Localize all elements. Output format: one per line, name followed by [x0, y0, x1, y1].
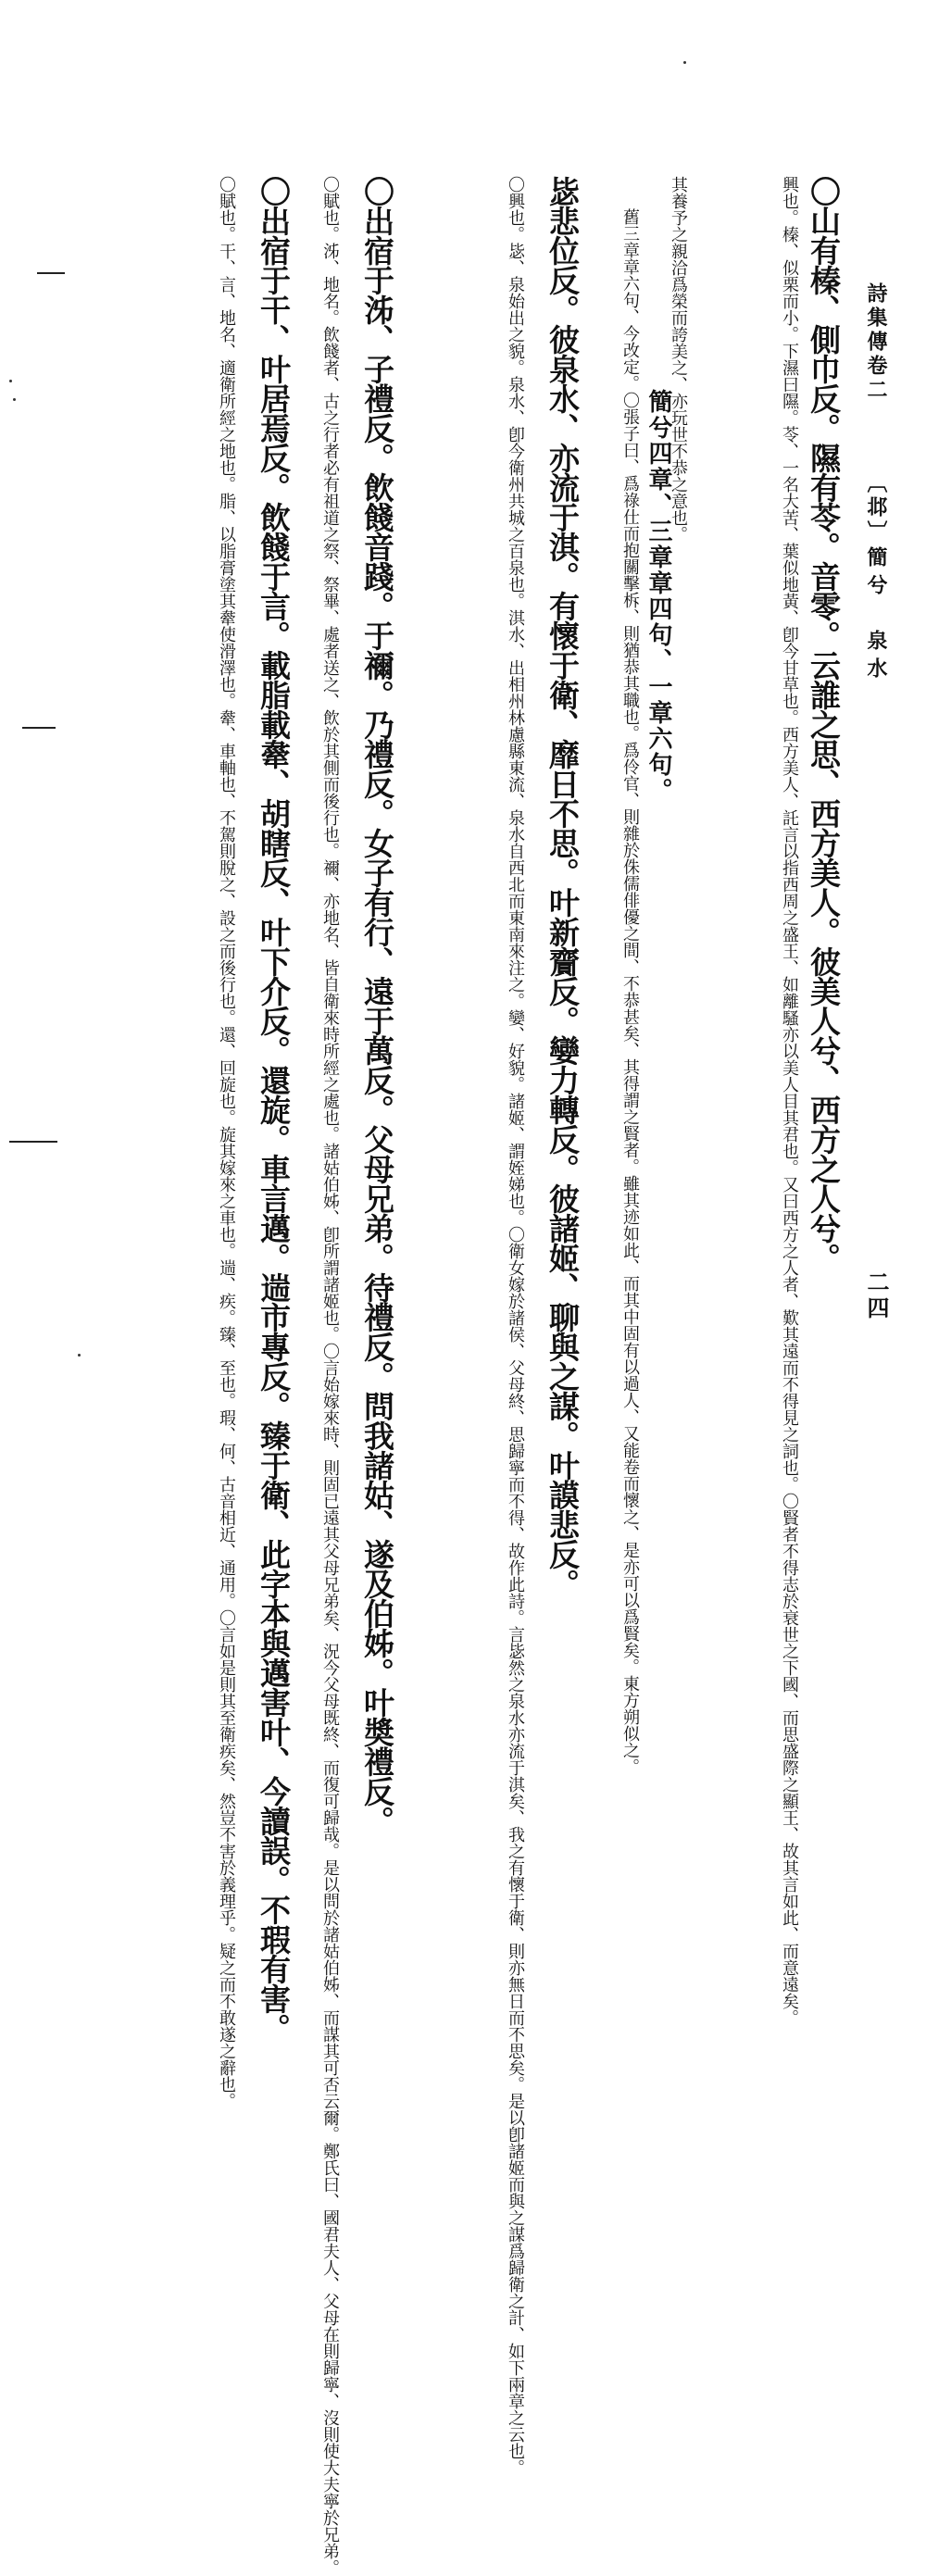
commentary-block: 舊三章章六句、今改定。〇張子曰、爲祿仕而抱關擊柝、則猶恭其職也。爲伶官、則雜於侏儒俳優之間、不恭甚矣、其得謂之賢者。雖其迹如此、而其中固有以過人、又能卷而懷之、是亦可以爲賢矣。東方朔似之。: [620, 208, 640, 1775]
verse-column: 〇出宿于泲、子禮反。飲餞音踐。于禰。乃禮反。女子有行、遠于萬反。父母兄弟。待禮反。問我諸姑、遂及伯姊。叶奬禮反。: [359, 176, 395, 1835]
scan-mark: [37, 272, 65, 274]
scan-mark: [9, 1141, 57, 1143]
scan-dot: [9, 380, 12, 382]
verse-column: 〇出宿于干、叶居焉反。飲餞于言。載脂載舝、胡瞎反、叶下介反。還旋。車言邁。遄市專反。臻于衛、此字本與邁害叶、今讀誤。不瑕有害。: [256, 176, 292, 2043]
commentary-block: 其養予之親洽爲榮而誇美之、亦玩世不恭之意也。: [669, 176, 688, 543]
chapter-count-heading: 簡兮四章、三章章四句、一章六句。: [644, 389, 672, 804]
scan-dot: [683, 61, 686, 64]
verse-column: 〇山有榛、側巾反。隰有苓。音零。云誰之思、西方美人。彼美人兮、西方之人兮。: [806, 176, 842, 1272]
running-header-title: 詩集傳卷二: [864, 282, 888, 403]
commentary-block: 興也。榛、似栗而小。下濕曰隰。苓、一名大苦、葉似地黃、卽今甘草也。西方美人、託言以指西周之盛王、如離騷亦以美人目其君也。又曰西方之人者、歎其遠而不得見之詞也。〇賢者不得志於衰世之下國、而思盛際之顯王、故其言如此、而意遠矣。: [780, 176, 799, 2026]
running-header-section: 〔邶〕: [864, 472, 888, 544]
scan-mark: [22, 727, 56, 729]
running-header-poems: 簡兮 泉水: [864, 546, 888, 685]
commentary-block: 〇興也。毖、泉始出之貌。泉水、卽今衛州共城之百泉也。淇水、出相州林慮縣東流、泉水自西北而東南來注之。孌、好貌。諸姬、謂姪娣也。〇衛女嫁於諸侯、父母終、思歸寧而不得、故作此詩。言毖然之泉水亦流于淇矣、我之有懷于衛、則亦無日而不思矣。是以卽諸姬而與之謀爲歸衛之計、如下兩章之云也。: [506, 176, 525, 2476]
scan-dot: [78, 1354, 81, 1357]
scan-dot: [13, 398, 16, 401]
page-number: 二四: [863, 1270, 890, 1322]
commentary-block: 〇賦也。泲、地名。飲餞者、古之行者必有祖道之祭、祭畢、處者送之、飲於其側而後行也。禰、亦地名、皆自衛來時所經之處也。諸姑伯姊、卽所謂諸姬也。〇言始嫁來時、則固已遠其父母兄弟矣、況今父母既終、而復可歸哉。是以問於諸姑伯姊、而謀其可否云爾。鄭氏曰、國君夫人、父母在則歸寧、沒則使大夫寧於兄弟。: [320, 176, 340, 2576]
verse-column: 毖悲位反。彼泉水、亦流于淇。有懷于衛、靡日不思。叶新齎反。孌力轉反。彼諸姬、聊與之謀。叶謨悲反。: [544, 176, 581, 1598]
commentary-block: 〇賦也。干、言、地名、適衛所經之地也。脂、以脂膏塗其舝使滑澤也。舝、車軸也、不駕則脫之、設之而後行也。還、回旋也。旋其嫁來之車也。遄、疾。臻、至也。瑕、何、古音相近、通用。〇言如是則其至衛疾矣、然豈不害於義理乎。疑之而不敢遂之辭也。: [217, 176, 236, 2109]
